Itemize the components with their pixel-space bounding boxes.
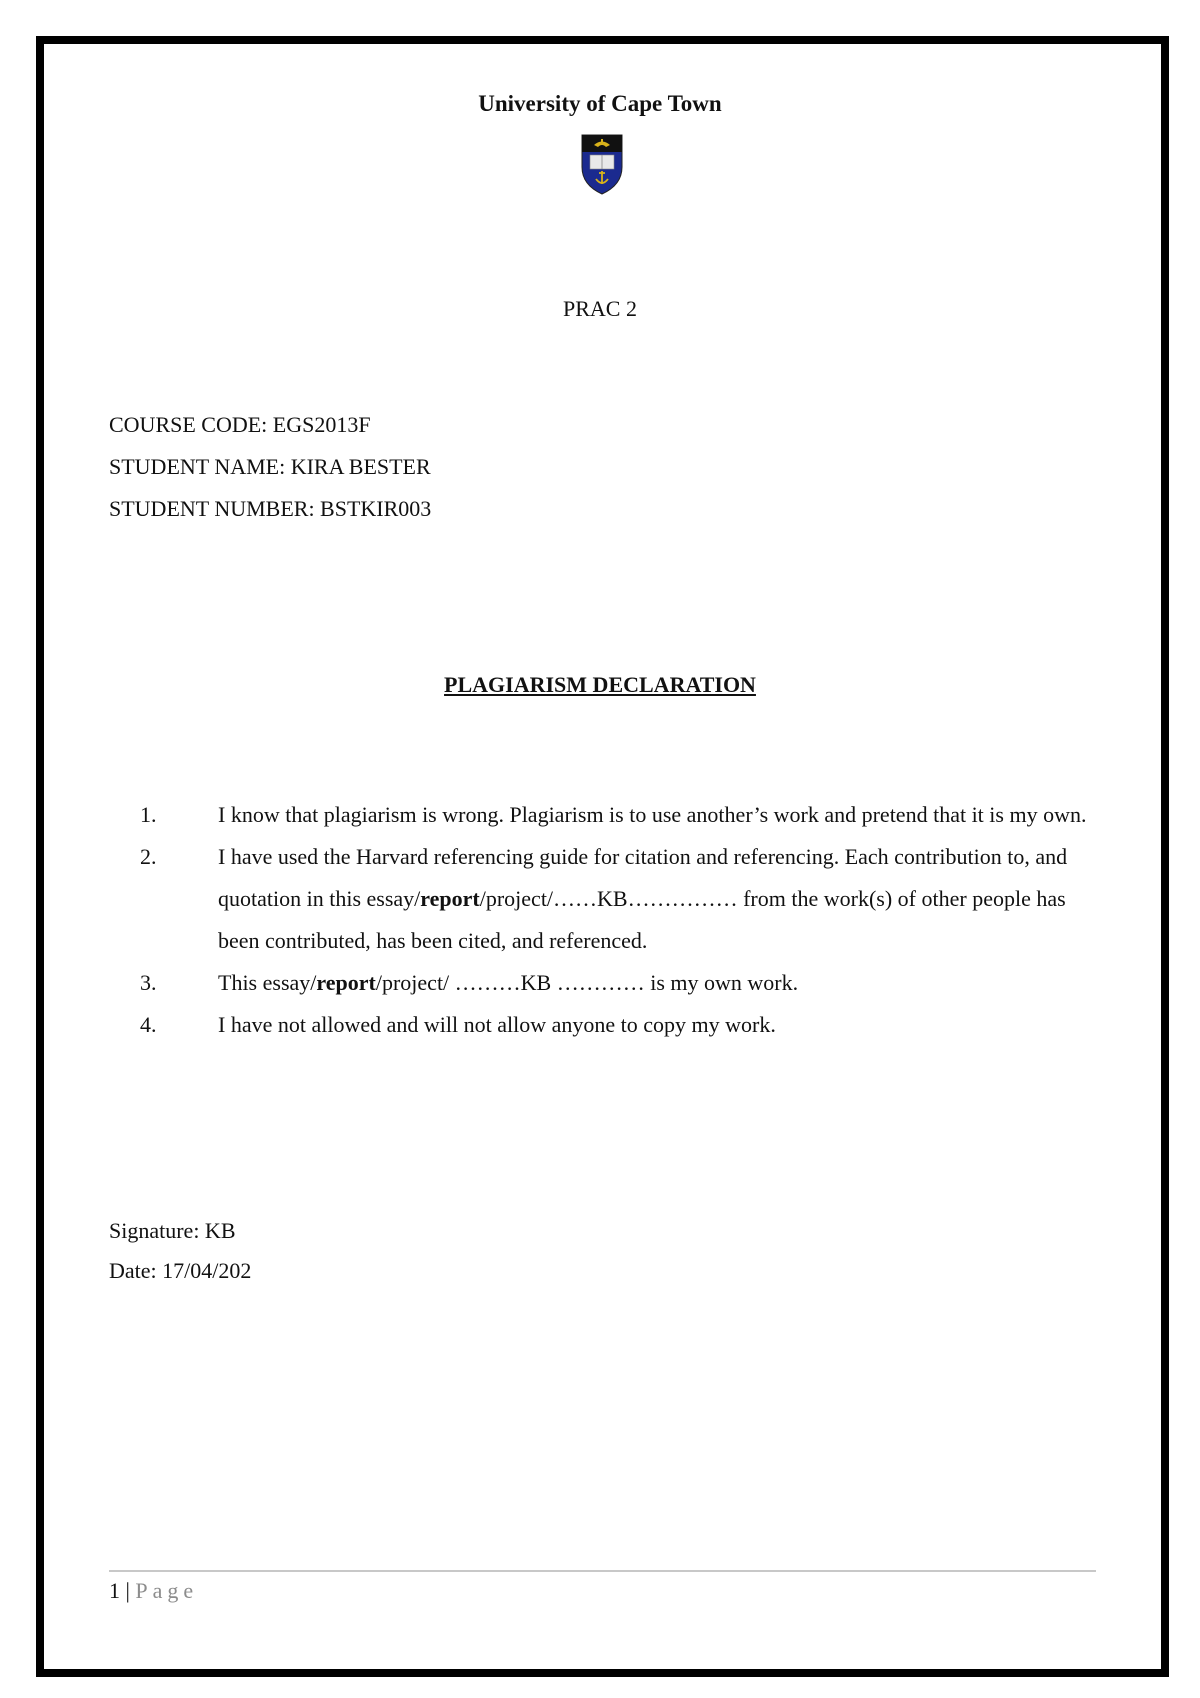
item-text-bold: report [316, 970, 376, 995]
footer-divider [109, 1570, 1096, 1572]
item-text: I know that plagiarism is wrong. Plagiarism is to use another’s work and pretend that it is my own. [218, 802, 1087, 827]
item-text-after: /project/ ………KB ………… is my own work. [375, 970, 799, 995]
page-number: 1 | [109, 1578, 136, 1603]
item-text [218, 836, 1100, 962]
declaration-list [140, 794, 1100, 1046]
declaration-item-4 [140, 1004, 1100, 1046]
university-crest-icon [579, 133, 625, 195]
university-title: University of Cape Town [478, 91, 722, 116]
item-text-before: This essay/ [218, 970, 317, 995]
item-text-before: I have used the Harvard referencing guide for citation and referencing. Each contribution to, and quotation in this essay/ [218, 844, 1068, 911]
item-text-bold: report [420, 886, 480, 911]
item-text [218, 962, 1100, 1004]
page-footer [109, 1578, 198, 1604]
page-word: Page [135, 1578, 199, 1603]
item-number: 1. [140, 802, 157, 827]
item-number: 3. [140, 970, 157, 995]
item-text: I have not allowed and will not allow anyone to copy my work. [218, 1012, 776, 1037]
item-number: 4. [140, 1012, 157, 1037]
student-name: STUDENT NAME: KIRA BESTER [109, 454, 431, 479]
declaration-item-2 [140, 836, 1100, 962]
student-number: STUDENT NUMBER: BSTKIR003 [109, 496, 432, 521]
declaration-item-3 [140, 962, 1100, 1004]
practical-title: PRAC 2 [563, 296, 637, 321]
item-number: 2. [140, 844, 157, 869]
declaration-heading: PLAGIARISM DECLARATION [444, 672, 756, 697]
crest-flame [601, 139, 603, 143]
course-code: COURSE CODE: EGS2013F [109, 412, 371, 437]
item-text-after: /project/……KB…………… from the work(s) of other people has been contributed, has been cited, and referenced. [218, 886, 1066, 953]
signature-line: Signature: KB [109, 1218, 236, 1243]
declaration-item-1 [140, 794, 1100, 836]
date-line: Date: 17/04/202 [109, 1258, 252, 1283]
